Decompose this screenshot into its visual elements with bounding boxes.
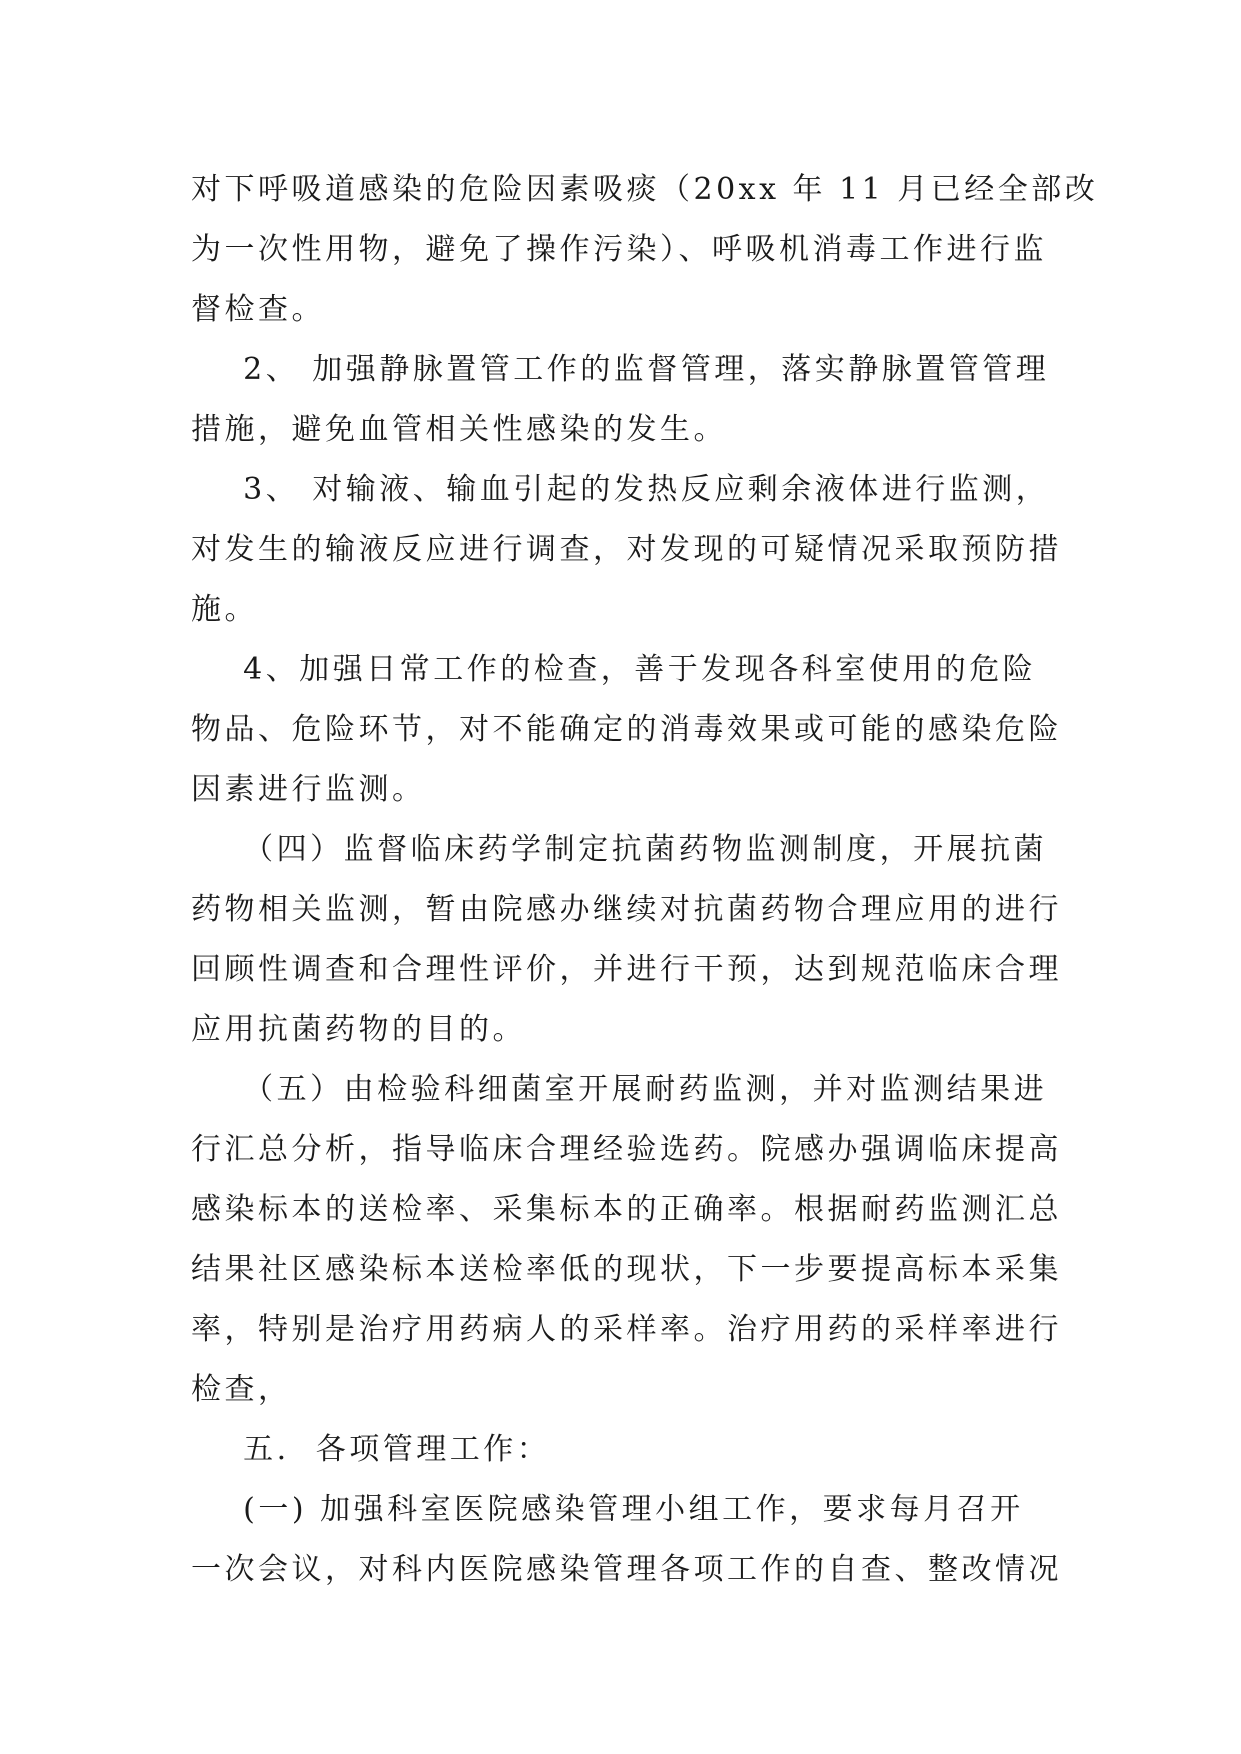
text-line: 应用抗菌药物的目的。 xyxy=(191,1012,526,1047)
text-line: 行汇总分析，指导临床合理经验选药。院感办强调临床提高 xyxy=(191,1132,1062,1167)
text-line: 结果社区感染标本送检率低的现状，下一步要提高标本采集 xyxy=(191,1252,1062,1287)
text-line: 一次会议，对科内医院感染管理各项工作的自查、整改情况 xyxy=(191,1552,1062,1587)
text-line: 回顾性调查和合理性评价，并进行干预，达到规范临床合理 xyxy=(191,952,1062,987)
document-body xyxy=(191,160,1099,1600)
text-line: 五. 各项管理工作： xyxy=(191,1432,551,1467)
text-line: 为一次性用物，避免了操作污染）、呼吸机消毒工作进行监 xyxy=(191,232,1047,267)
text-line: 检查， xyxy=(191,1372,292,1407)
text-line: 因素进行监测。 xyxy=(191,772,426,807)
text-line: 药物相关监测，暂由院感办继续对抗菌药物合理应用的进行 xyxy=(191,892,1062,927)
text-line: 对发生的输液反应进行调查，对发现的可疑情况采取预防措 xyxy=(191,532,1062,567)
text-line: (一) 加强科室医院感染管理小组工作，要求每月召开 xyxy=(191,1492,1024,1527)
text-line: （四）监督临床药学制定抗菌药物监测制度，开展抗菌 xyxy=(191,832,1048,867)
text-line: （五）由检验科细菌室开展耐药监测，并对监测结果进 xyxy=(191,1072,1048,1107)
text-line: 率，特别是治疗用药病人的采样率。治疗用药的采样率进行 xyxy=(191,1312,1062,1347)
text-line: 施。 xyxy=(191,592,258,627)
text-line: 对下呼吸道感染的危险因素吸痰（20xx 年 11 月已经全部改 xyxy=(191,172,1099,207)
text-line: 督检查。 xyxy=(191,292,325,327)
text-line: 措施，避免血管相关性感染的发生。 xyxy=(191,412,727,447)
text-line: 2、 加强静脉置管工作的监督管理，落实静脉置管管理 xyxy=(191,352,1050,387)
text-line: 3、 对输液、输血引起的发热反应剩余液体进行监测， xyxy=(191,472,1050,507)
text-line: 感染标本的送检率、采集标本的正确率。根据耐药监测汇总 xyxy=(191,1192,1062,1227)
text-line: 4、加强日常工作的检查，善于发现各科室使用的危险 xyxy=(191,652,1037,687)
text-line: 物品、危险环节，对不能确定的消毒效果或可能的感染危险 xyxy=(191,712,1062,747)
